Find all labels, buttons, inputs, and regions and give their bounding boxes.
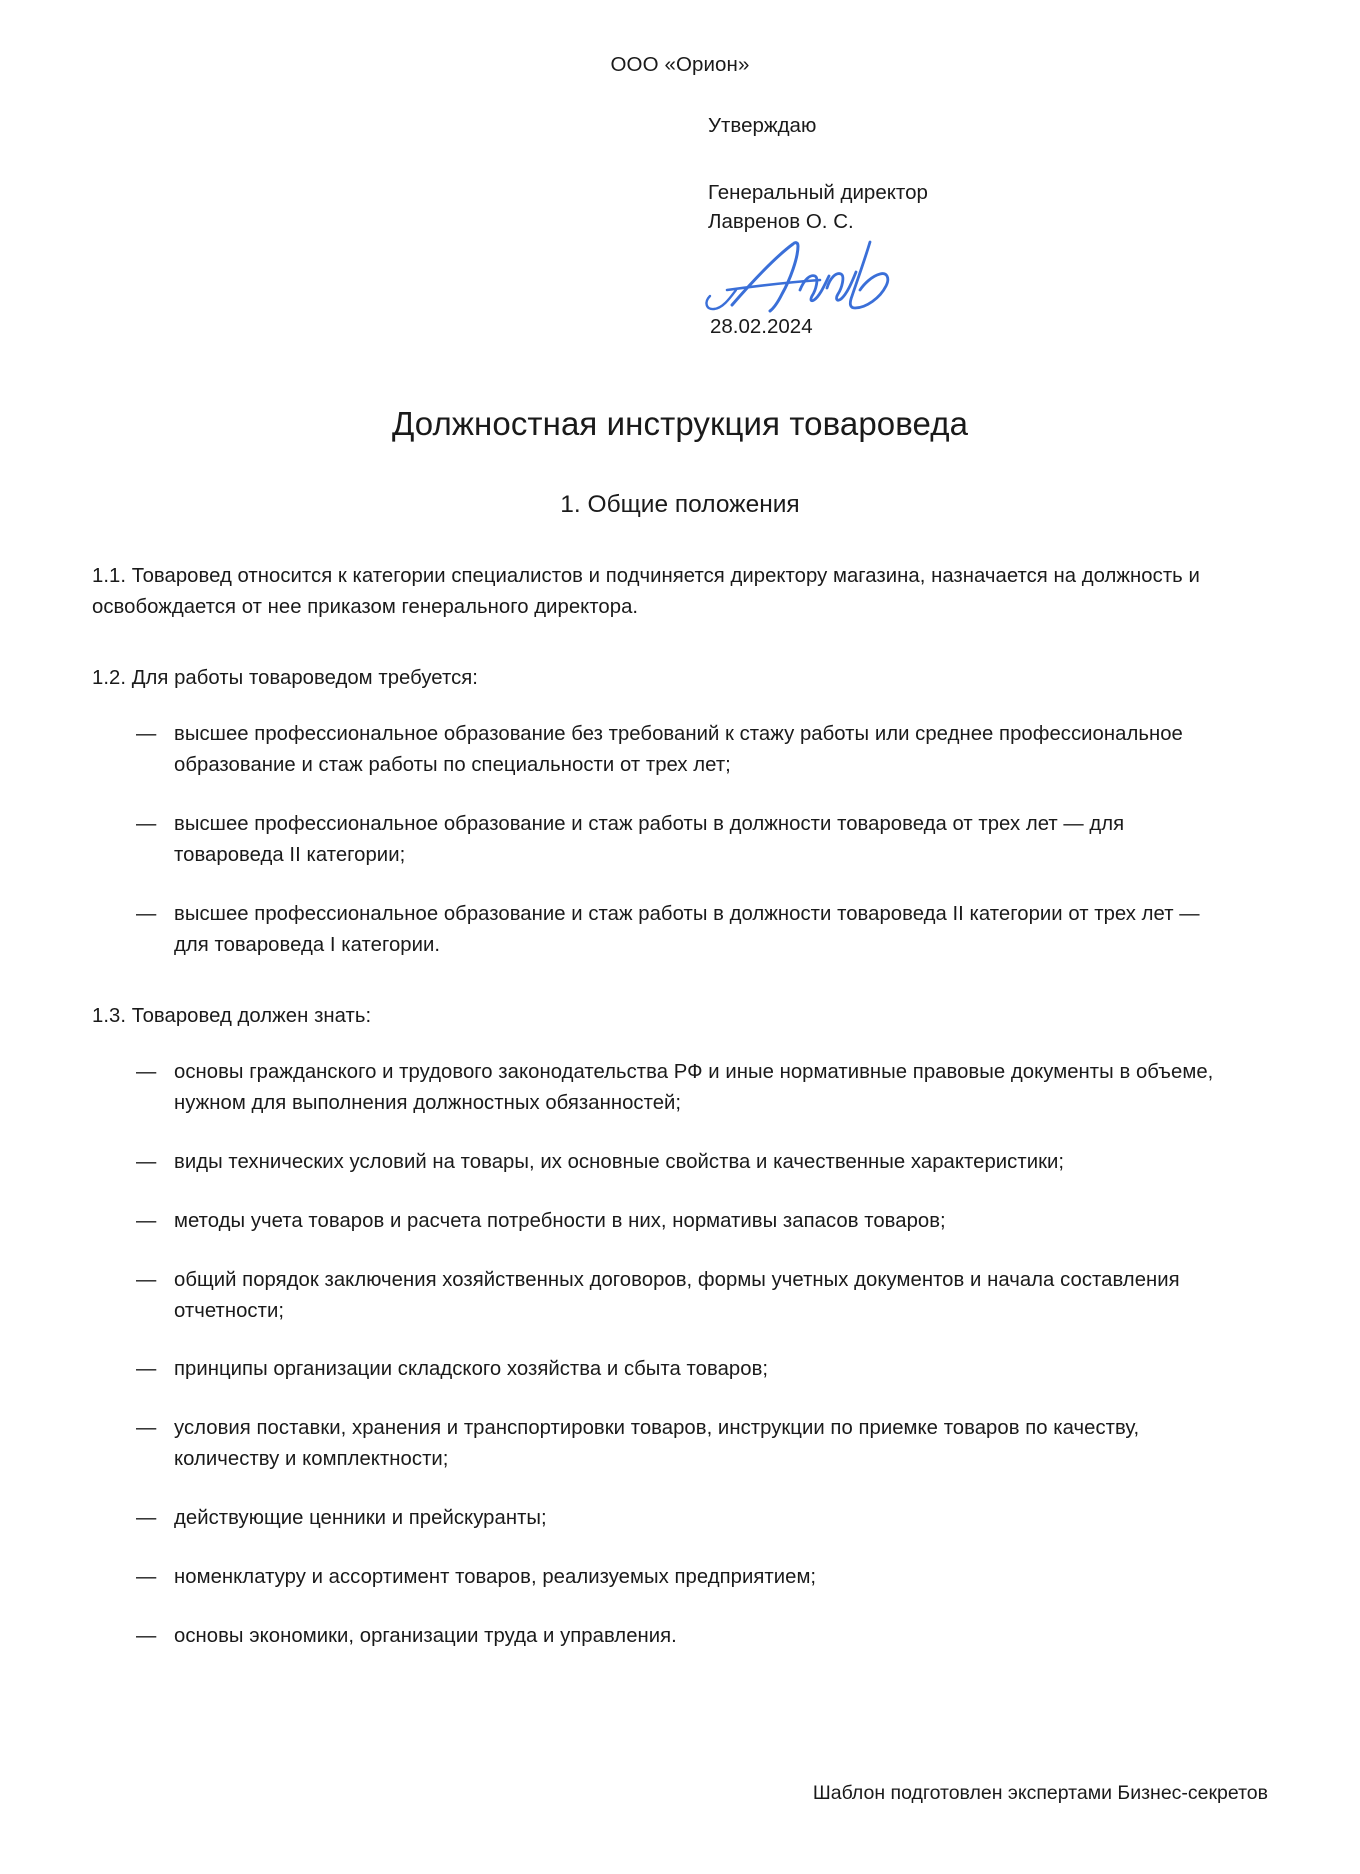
- paragraph-1-1: 1.1. Товаровед относится к категории специалистов и подчиняется директору магазина, назначается на должность и освобождается от нее приказом генерального директора.: [92, 564, 1200, 618]
- bullet-dash-icon: —: [136, 723, 157, 746]
- list-item: [136, 899, 1234, 961]
- bullet-dash-icon: —: [136, 1358, 157, 1381]
- bullet-dash-icon: —: [136, 1209, 157, 1232]
- list-item: [136, 1147, 1234, 1178]
- bullet-dash-icon: —: [136, 1268, 157, 1291]
- list-item-text: общий порядок заключения хозяйственных договоров, формы учетных документов и начала составления отчетности;: [174, 1268, 1180, 1322]
- list-item: [136, 1503, 1234, 1534]
- list-item-text: принципы организации складского хозяйства и сбыта товаров;: [174, 1358, 769, 1381]
- bullet-dash-icon: —: [136, 902, 157, 925]
- list-item: [136, 1413, 1234, 1475]
- list-item-text: основы экономики, организации труда и управления.: [174, 1624, 677, 1647]
- signature-area: [694, 238, 1268, 312]
- list-item-text: методы учета товаров и расчета потребности в них, нормативы запасов товаров;: [174, 1209, 946, 1232]
- requirements-list: [92, 719, 1268, 960]
- approver-role: Генеральный директор: [708, 180, 928, 204]
- paragraph-1-2: 1.2. Для работы товароведом требуется:: [92, 666, 478, 689]
- approver-name: Лавренов О. С.: [708, 209, 854, 233]
- list-item-text: действующие ценники и прейскуранты;: [174, 1506, 547, 1529]
- paragraph-1-3: 1.3. Товаровед должен знать:: [92, 1004, 372, 1027]
- list-item: [136, 1562, 1234, 1593]
- signature-mark: [694, 238, 924, 314]
- approval-word: Утверждаю: [708, 113, 817, 137]
- signature-date: 28.02.2024: [710, 314, 813, 338]
- bullet-dash-icon: —: [136, 1506, 157, 1529]
- organization-name: ООО «Орион»: [610, 53, 750, 76]
- list-item-text: высшее профессиональное образование без требований к стажу работы или среднее профессиональное образование и стаж работы по специальности от трех лет;: [174, 723, 1183, 777]
- bullet-dash-icon: —: [136, 813, 157, 836]
- list-item: [136, 1354, 1234, 1385]
- list-item: [136, 1206, 1234, 1237]
- list-item-text: высшее профессиональное образование и стаж работы в должности товароведа II категории от трех лет — для товароведа I категории.: [174, 902, 1200, 956]
- list-item: [136, 719, 1234, 781]
- section-heading: 1. Общие положения: [560, 491, 800, 519]
- list-item-text: основы гражданского и трудового законодательства РФ и иные нормативные правовые документы в объеме, нужном для выполнения должностных обязанностей;: [174, 1061, 1214, 1115]
- bullet-dash-icon: —: [136, 1417, 157, 1440]
- list-item-text: номенклатуру и ассортимент товаров, реализуемых предприятием;: [174, 1565, 817, 1588]
- list-item-text: условия поставки, хранения и транспортировки товаров, инструкции по приемке товаров по качеству, количеству и комплектности;: [174, 1417, 1140, 1471]
- document-content: [92, 0, 1268, 1652]
- list-item-text: виды технических условий на товары, их основные свойства и качественные характеристики;: [174, 1151, 1065, 1174]
- page-title: Должностная инструкция товароведа: [391, 405, 969, 443]
- list-item: [136, 1265, 1234, 1327]
- bullet-dash-icon: —: [136, 1624, 157, 1647]
- footer-note: Шаблон подготовлен экспертами Бизнес-секретов: [812, 1781, 1268, 1804]
- bullet-dash-icon: —: [136, 1565, 157, 1588]
- bullet-dash-icon: —: [136, 1061, 157, 1084]
- approval-block: [92, 111, 1268, 341]
- list-item: [136, 1057, 1234, 1119]
- list-item: [136, 1621, 1234, 1652]
- knowledge-list: [92, 1057, 1268, 1651]
- bullet-dash-icon: —: [136, 1151, 157, 1174]
- list-item: [136, 809, 1234, 871]
- list-item-text: высшее профессиональное образование и стаж работы в должности товароведа от трех лет — для товароведа II категории;: [174, 813, 1125, 867]
